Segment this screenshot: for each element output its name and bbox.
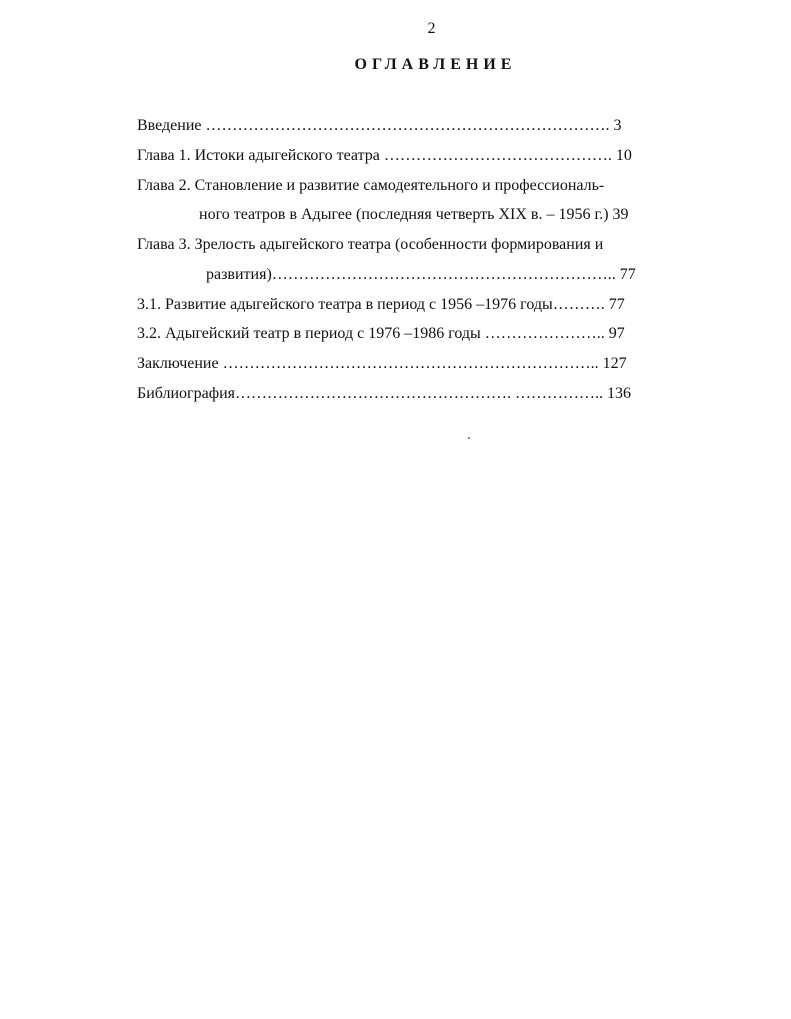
toc-entry-conclusion: Заключение …………………………………………………………….. 127	[137, 355, 627, 372]
toc-entry-bibliography: Библиография……………………………………………. …………….. 136	[137, 385, 631, 402]
toc-entry-chapter-1: Глава 1. Истоки адыгейского театра ……………………………………. 10	[137, 147, 632, 164]
page-title: ОГЛАВЛЕНИЕ	[354, 56, 517, 73]
toc-entry-chapter-3-line-1: Глава 3. Зрелость адыгейского театра (особенности формирования и	[137, 236, 604, 253]
toc-entry-chapter-2-line-2: ного театров в Адыгее (последняя четверть XIX в. – 1956 г.) 39	[199, 206, 629, 223]
toc-entry-chapter-2-line-1: Глава 2. Становление и развитие самодеятельного и профессиональ-	[137, 177, 605, 194]
toc-entry-introduction: Введение …………………………………………………………………. 3	[137, 117, 622, 134]
toc-entry-chapter-3-line-2: развития)……………………………………………………….. 77	[206, 266, 636, 283]
scan-speck	[468, 437, 470, 439]
toc-entry-section-3-1: 3.1. Развитие адыгейского театра в период с 1956 –1976 годы………. 77	[137, 296, 625, 313]
toc-entry-section-3-2: 3.2. Адыгейский театр в период с 1976 –1986 годы ………………….. 97	[137, 325, 625, 342]
page-number: 2	[427, 20, 436, 37]
